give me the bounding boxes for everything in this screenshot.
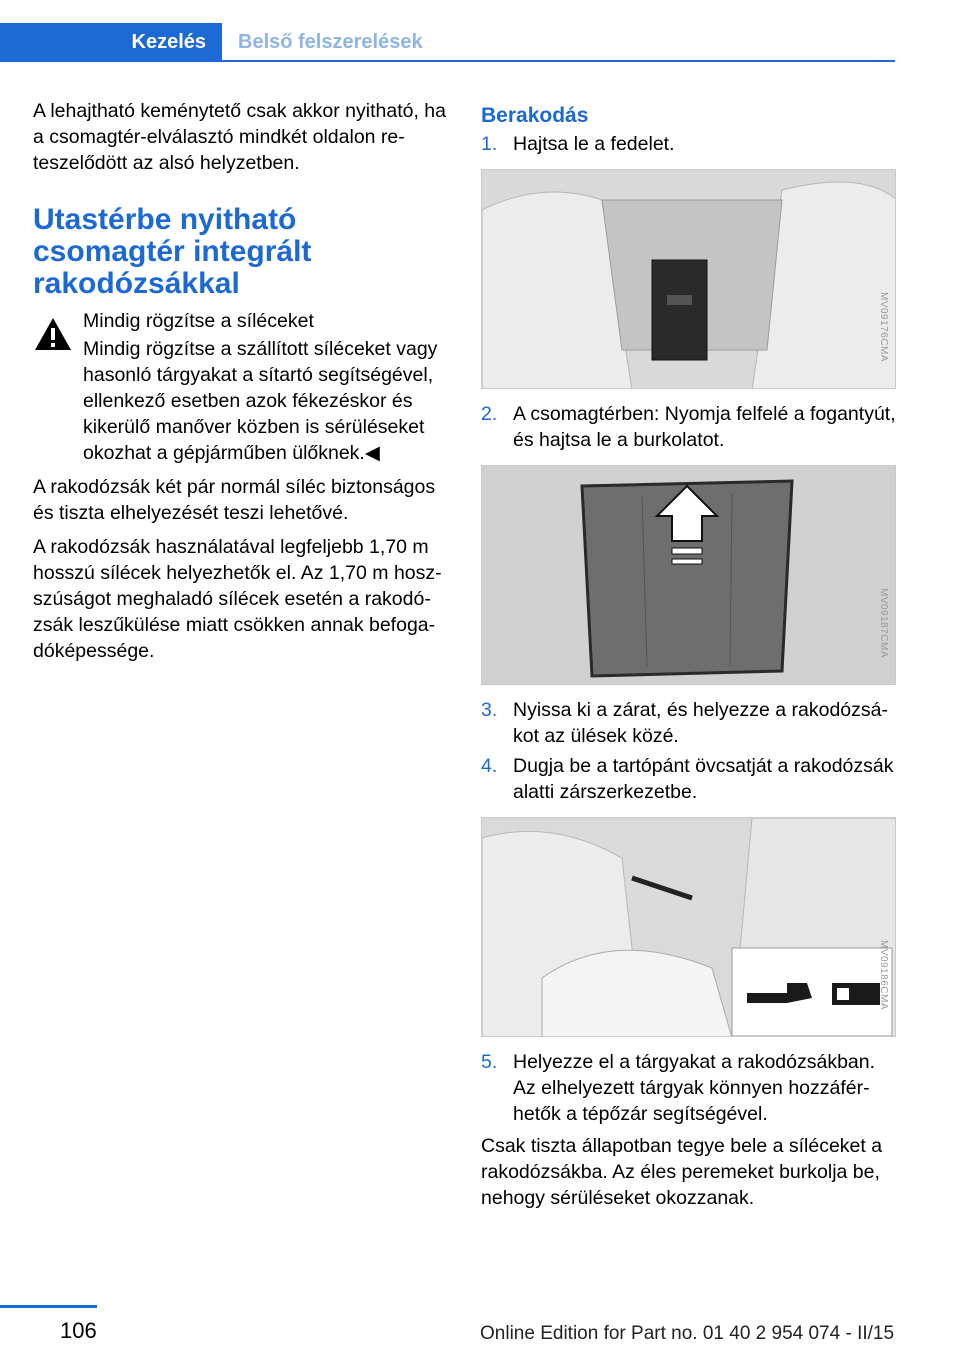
- left-column: [33, 98, 448, 672]
- page-number: 106: [60, 1318, 97, 1343]
- illustration-trunk-cover: [482, 466, 896, 685]
- warning-block: [33, 308, 448, 466]
- paragraph-1: A rakodózsák két pár normál síléc biztonságos és tiszta elhelyezését teszi lehetővé.: [33, 476, 436, 524]
- step-5: [481, 1049, 896, 1127]
- warning-body: Mindig rögzítse a szállított síléceket vagy hasonló tárgyakat a sítartó segítségével, ellenkező esetben azok fékezéskor és kikerülő manőver közben is sérüléseket okozhat a gépjárműben ülőknek.◀: [83, 338, 438, 464]
- step-1: [481, 131, 896, 157]
- step-text: Hajtsa le a fedelet.: [513, 133, 675, 155]
- step-4: [481, 753, 896, 805]
- figure-code: MV09187CMA: [878, 587, 889, 659]
- step-3: [481, 697, 896, 749]
- step-number: 4.: [481, 755, 498, 777]
- step-number: 1.: [481, 133, 498, 155]
- edition-text: Online Edition for Part no. 01 40 2 954 074 - II/15: [480, 1323, 895, 1344]
- tab-belso-felszerelesek[interactable]: Belső felszerelések: [238, 31, 423, 53]
- section-heading: Utastérbe nyitható csomagtér integrált rakodózsákkal: [33, 203, 312, 300]
- paragraph-2: A rakodózsák használatával legfeljebb 1,70 m hosszú sílécek helyezhetők el. Az 1,70 m hoszszúságot meghaladó sílécek esetén a rakodózsák leszűkülése miatt csökken annak befogadóképessége.: [33, 536, 442, 662]
- step-number: 5.: [481, 1051, 498, 1073]
- footer-divider: [0, 1305, 97, 1308]
- header-divider: [0, 60, 895, 62]
- closing-paragraph: Csak tiszta állapotban tegye bele a síléceket a rakodózsákba. Az éles peremeket burkolja be, nehogy sérüléseket okozzanak.: [481, 1135, 883, 1209]
- step-number: 2.: [481, 403, 498, 425]
- illustration-ski-bag-buckle: [482, 818, 896, 1037]
- step-text: Helyezze el a tárgyakat a rakodózsákban. Az elhelyezett tárgyak könnyen hozzáférhetők a tépőzár segítségével.: [513, 1051, 876, 1125]
- warning-title: Mindig rögzítse a síléceket: [83, 310, 314, 332]
- intro-paragraph: A lehajtható keménytető csak akkor nyitható, ha a csomagtér-elválasztó mindkét oldalon reteszelődött az alsó helyzetben.: [33, 100, 446, 174]
- tab-kezeles[interactable]: Kezelés: [0, 23, 222, 61]
- illustration-seats-cover: [482, 170, 896, 389]
- step-number: 3.: [481, 699, 498, 721]
- step-text: A csomagtérben: Nyomja felfelé a fogantyút, és hajtsa le a burkolatot.: [513, 403, 896, 451]
- warning-triangle-icon: [33, 314, 73, 354]
- step-text: Dugja be a tartópánt övcsatját a rakodózsák alatti zárszerkezetbe.: [513, 755, 894, 803]
- figure-code: MV09186CMA: [878, 939, 889, 1011]
- figure-trunk-cover: [481, 465, 896, 685]
- right-column: [481, 103, 896, 1219]
- figure-cover-seats: [481, 169, 896, 389]
- warning-body-start: [83, 336, 448, 466]
- step-text: Nyissa ki a zárat, és helyezze a rakodózsákot az ülések közé.: [513, 699, 889, 747]
- step-2: [481, 401, 896, 453]
- subheading-berakodas: Berakodás: [481, 104, 589, 127]
- figure-ski-bag: [481, 817, 896, 1037]
- figure-code: MV09176CMA: [878, 291, 889, 363]
